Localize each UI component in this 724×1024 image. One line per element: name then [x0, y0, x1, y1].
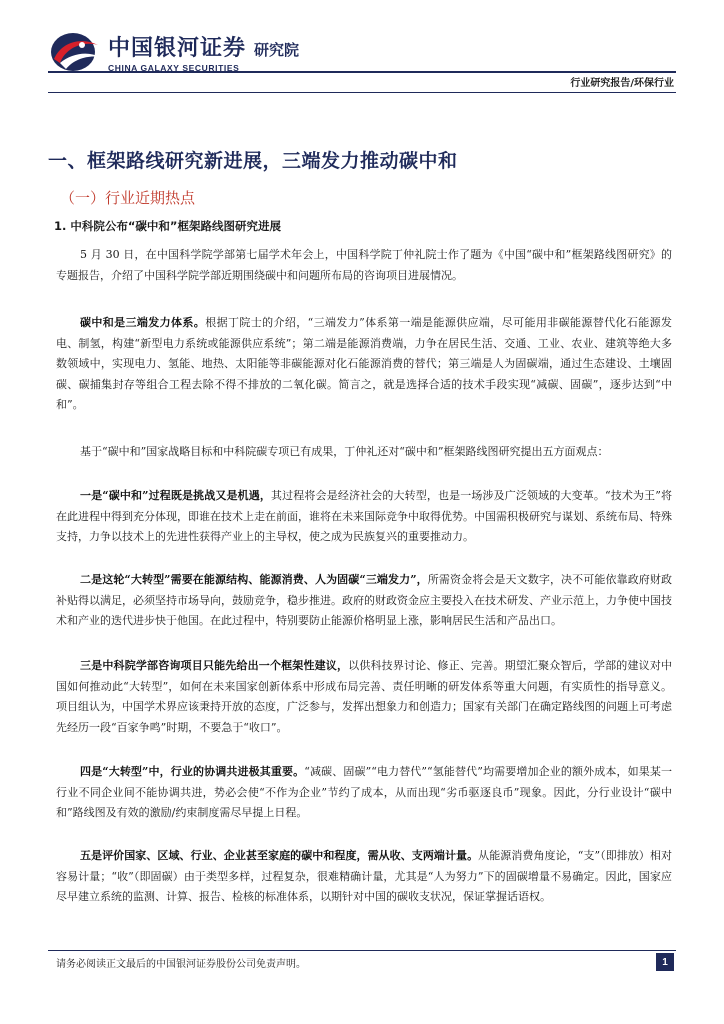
paragraph-three-ends: 碳中和是三端发力体系。根据丁院士的介绍，“三端发力”体系第一端是能源供应端，尽可能用非碳能源替代化石能源发电、制氢，构建“新型电力系统或能源供应系统”；第二端是能源消费端，力争在居民生活、交通、工业、农业、建筑等绝大多数领域中，实现电力、氢能、地热、太阳能等非碳能源对化石能源消费的替代；第三端是人为固碳端，通过生态建设、土壤固碳、碳捕集封存等组合工程去除不得不排放的二氧化碳。简言之，就是选择合适的技术手段实现“减碳、固碳”，逐步达到“中和”。: [56, 316, 673, 412]
paragraph-point-one: 一是“碳中和”过程既是挑战又是机遇，其过程将会是经济社会的大转型，也是一场涉及广泛领域的大变革。“技术为王”将在此进程中得到充分体现，即谁在技术上走在前面，谁将在未来国际竞争中取得优势。中国需积极研究与谋划、系统布局、特殊支持，力争以技术上的先进性获得产业上的主导权，使之成为民族复兴的重要推动力。: [56, 489, 673, 544]
paragraph-point-two: 二是这轮“大转型”需要在能源结构、能源消费、人为固碳“三端发力”，所需资金将会是天文数字，决不可能依靠政府财政补贴得以满足，必须坚持市场导向，鼓励竞争，稳步推进。政府的财政资金应主要投入在技术研发、产业示范上，力争使中国技术和产业的迭代进步快于他国。在此过程中，特别要防止能源价格明显上涨，影响居民生活和产品出口。: [56, 573, 673, 628]
galaxy-logo-icon: [48, 29, 102, 75]
section-subtitle: （一）行业近期热点: [60, 189, 196, 207]
header-divider: [48, 71, 676, 73]
logo-institute-name: 研究院: [254, 41, 300, 59]
paragraph-point-four: 四是“大转型”中，行业的协调共进极其重要。“减碳、固碳”“电力替代”“氢能替代”均需要增加企业的额外成本，如果某一行业不同企业间不能协调共进，势必会使“不作为企业”节约了成本，从而出现“劣币驱逐良币”现象。因此，分行业设计“碳中和”路线图及有效的激励/约束制度需尽早提上日程。: [56, 765, 672, 820]
logo-chinese-name: 中国银河证券: [108, 36, 247, 61]
page-number-badge: 1: [656, 953, 674, 971]
paragraph-point-three: 三是中科院学部咨询项目只能先给出一个框架性建议，以供科技界讨论、修正、完善。期望汇聚众智后，学部的建议对中国如何推动此“大转型”，如何在未来国家创新体系中形成布局完善、责任明晰的研发体系等重大问题，有实质性的指导意义。项目组认为，中国学术界应该秉持开放的态度，广泛参与，发挥出想象力和创造力；国家有关部门在确定路线图的问题上可考虑先经历一段“百家争鸣”时期，不要急于“收口”。: [56, 659, 673, 734]
section-title: 一、框架路线研究新进展，三端发力推动碳中和: [48, 150, 458, 172]
header-divider-secondary: [48, 92, 676, 93]
item-title: 1. 中科院公布“碳中和”框架路线图研究进展: [54, 219, 281, 233]
logo-english-name: CHINA GALAXY SECURITIES: [108, 63, 240, 73]
footer-divider: [48, 950, 676, 951]
paragraph-intro: 5 月 30 日，在中国科学院学部第七届学术年会上，中国科学院丁仲礼院士作了题为《中国“碳中和”框架路线图研究》的专题报告，介绍了中国科学院学部近期围绕碳中和问题所布局的咨询项目进展情况。: [56, 248, 672, 282]
paragraph-point-five: 五是评价国家、区域、行业、企业甚至家庭的碳中和程度，需从收、支两端计量。从能源消费角度论，“支”（即排放）相对容易计量；“收”（即固碳）由于类型多样，过程复杂，很难精确计量，尤其是“人为努力”下的固碳增量不易确定。因此，国家应尽早建立系统的监测、计算、报告、检核的标准体系，以期针对中国的碳收支状况，保证掌握话语权。: [56, 849, 673, 904]
footer-disclaimer: 请务必阅读正文最后的中国银河证券股份公司免责声明。: [56, 959, 306, 970]
paragraph-five-views: 基于“碳中和”国家战略目标和中科院碳专项已有成果，丁仲礼还对“碳中和”框架路线图研究提出五方面观点：: [80, 445, 609, 458]
report-category-tag: 行业研究报告/环保行业: [570, 78, 674, 89]
